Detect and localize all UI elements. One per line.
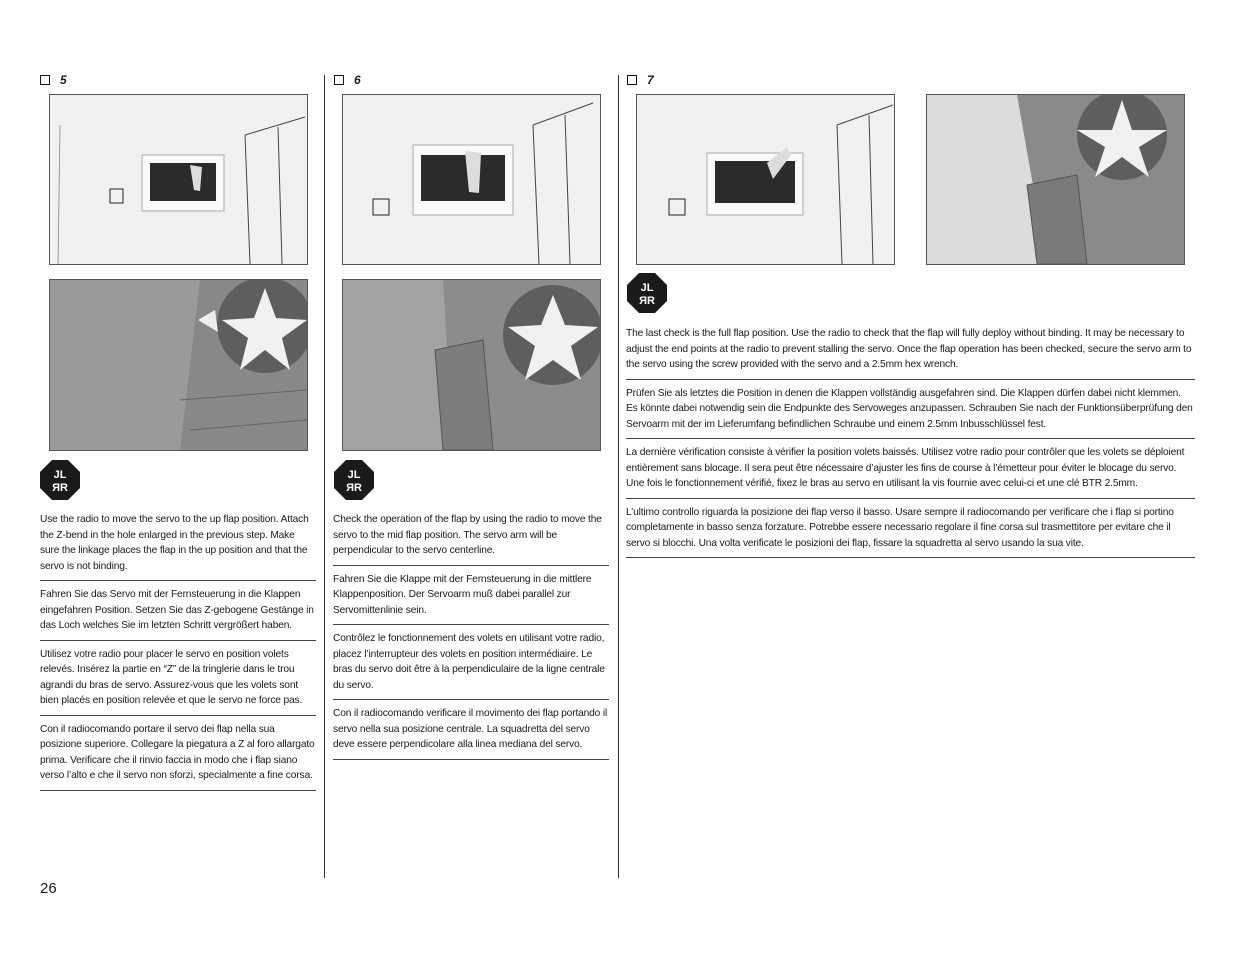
instruction-fr: Utilisez votre radio pour placer le servo en position volets relevés. Insérez la partie en “Z” de la tringlerie dans le trou agrandi du bras de servo. Assurez-vous que les volets sont bien placés en position relevée et que le servo ne force pas.: [40, 645, 316, 716]
instruction-de: Fahren Sie die Klappe mit der Fernsteuerung in die mittlere Klappenposition. Der Servoarm muß dabei parallel zur Servomittenlinie sein.: [333, 570, 609, 626]
flap-photo-step-7: [926, 94, 1185, 265]
servo-photo-step-6: [342, 94, 601, 265]
step-5-instructions: [40, 510, 316, 795]
checkbox-icon[interactable]: [40, 75, 50, 85]
column-divider: [618, 75, 619, 878]
instruction-de: Fahren Sie das Servo mit der Fernsteuerung in die Klappen eingefahren Position. Setzen Sie das Z-gebogene Gestänge in das Loch welches Sie im letzten Schritt vergrößert haben.: [40, 585, 316, 641]
instruction-it: Con il radiocomando verificare il movimento dei flap portando il servo nella sua posizione centrale. La squadretta del servo deve essere perpendicolare alla linea mediana del servo.: [333, 704, 609, 760]
instruction-en: Use the radio to move the servo to the up flap position. Attach the Z-bend in the hole enlarged in the previous step. Make sure the linkage places the flap in the up position and that the servo is not binding.: [40, 510, 316, 581]
svg-text:ЯR: ЯR: [52, 482, 68, 494]
instruction-de: Prüfen Sie als letztes die Position in denen die Klappen vollständig ausgefahren sind. Die Klappen dürfen dabei nicht klemmen. Es könnte dabei notwendig sein die Endpunkte des Servoweges anzupassen. Schrauben Sie nach der Funktionsüberprüfung den Servoarm mit der im Lieferumfang befindlichen Schraube und einem 2.5mm Inbusschlüssel fest.: [626, 384, 1195, 440]
instruction-en: The last check is the full flap position. Use the radio to check that the flap will fully deploy without binding. It may be necessary to adjust the end points at the radio to prevent stalling the servo. Once the flap operation has been checked, secure the servo arm to the servo using the screw provided with the servo and a 2.5mm hex wrench.: [626, 324, 1195, 380]
radio-transmitter-icon: [627, 273, 667, 313]
svg-text:ЯR: ЯR: [639, 295, 655, 307]
instruction-en: Check the operation of the flap by using the radio to move the servo to the mid flap position. The servo arm will be perpendicular to the servo centerline.: [333, 510, 609, 566]
instruction-it: Con il radiocomando portare il servo dei flap nella sua posizione superiore. Collegare la piegatura a Z al foro allargato prima. Verificare che il rinvio faccia in modo che i flap siano verso l’alto e che il servo non sforzi, specialmente a fine corsa.: [40, 720, 316, 791]
flap-photo-step-6: [342, 279, 601, 451]
step-7-header: [627, 73, 654, 87]
svg-text:ЯR: ЯR: [346, 482, 362, 494]
step-6-instructions: [333, 510, 609, 764]
page-number: 26: [40, 880, 57, 897]
step-number: 7: [647, 73, 654, 87]
column-divider: [324, 75, 325, 878]
svg-text:JL: JL: [53, 469, 67, 481]
svg-text:JL: JL: [640, 282, 654, 294]
step-number: 5: [60, 73, 67, 87]
servo-photo-step-7: [636, 94, 895, 265]
checkbox-icon[interactable]: [334, 75, 344, 85]
servo-photo-step-5: [49, 94, 308, 265]
checkbox-icon[interactable]: [627, 75, 637, 85]
step-number: 6: [354, 73, 361, 87]
radio-transmitter-icon: [334, 460, 374, 500]
svg-text:JL: JL: [347, 469, 361, 481]
flap-photo-step-5: [49, 279, 308, 451]
step-5-header: [40, 73, 67, 87]
instruction-it: L’ultimo controllo riguarda la posizione dei flap verso il basso. Usare sempre il radiocomando per verificare che i flap si portino completamente in basso senza forzature. Potrebbe essere necessario regolare il fine corsa sul trasmettitore per evitare che il servo si blocchi. Una volta verificate le posizioni dei flap, fissare la squadretta al servo usando la sua vite.: [626, 503, 1195, 559]
instruction-fr: Contrôlez le fonctionnement des volets en utilisant votre radio, placez l’interrupteur des volets en position intermédiaire. Le bras du servo doit être à la perpendiculaire de la ligne centrale du servo.: [333, 629, 609, 700]
radio-transmitter-icon: [40, 460, 80, 500]
instruction-fr: La dernière vérification consiste à vérifier la position volets baissés. Utilisez votre radio pour contrôler que les volets se déploient entièrement sans blocage. Il sera peut être nécessaire d’ajuster les fins de course à l’émetteur pour éviter le blocage du servo. Une fois le fonctionnement vérifié, fixez le bras au servo en utilisant la vis fournie avec celui-ci et une clé BTR 2.5mm.: [626, 443, 1195, 499]
step-6-header: [334, 73, 361, 87]
step-7-instructions: [626, 324, 1195, 562]
